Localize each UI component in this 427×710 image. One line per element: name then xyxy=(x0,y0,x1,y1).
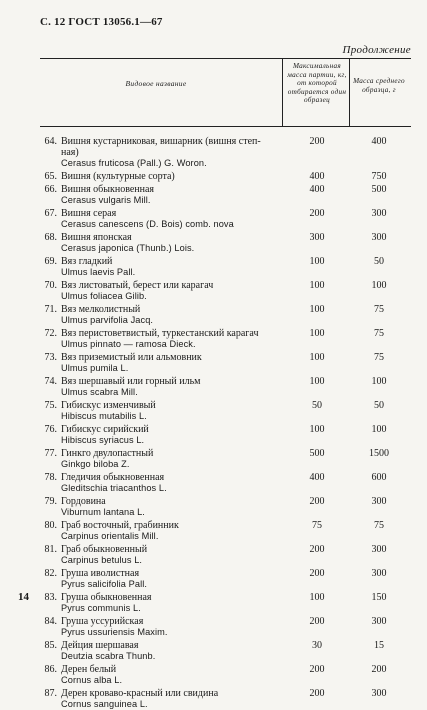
table-top-rule xyxy=(40,58,411,59)
table-row xyxy=(0,352,427,374)
table-row xyxy=(0,280,427,302)
max-lot-mass-value: 200 xyxy=(309,616,325,627)
table-row xyxy=(0,616,427,638)
table-row xyxy=(0,592,427,614)
avg-sample-mass-value: 300 xyxy=(371,232,387,243)
table-row xyxy=(0,688,427,710)
table-row xyxy=(0,496,427,518)
species-name: Дейция шершавая xyxy=(61,640,139,651)
species-name: Вишня японская xyxy=(61,232,132,243)
avg-sample-mass-value: 200 xyxy=(371,664,387,675)
latin-name: Ulmus laevis Pall. xyxy=(61,267,136,277)
max-lot-mass-value: 100 xyxy=(309,256,325,267)
table-row xyxy=(0,208,427,230)
species-name: Граб обыкновенный xyxy=(61,544,148,555)
latin-name: Carpinus orientalis Mill. xyxy=(61,531,159,541)
avg-sample-mass-value: 75 xyxy=(374,304,384,315)
continuation-label: Продолжение xyxy=(342,44,411,56)
column-header-name: Видовое название xyxy=(125,79,187,88)
row-number: 78. xyxy=(44,472,57,483)
max-lot-mass-value: 100 xyxy=(309,280,325,291)
avg-sample-mass-value: 300 xyxy=(371,208,387,219)
latin-name: Viburnum lantana L. xyxy=(61,507,145,517)
table-row xyxy=(0,520,427,542)
max-lot-mass-value: 300 xyxy=(309,232,325,243)
avg-sample-mass-value: 1500 xyxy=(369,448,389,459)
column-divider xyxy=(282,58,283,126)
table-row xyxy=(0,544,427,566)
row-number: 75. xyxy=(44,400,57,411)
max-lot-mass-value: 400 xyxy=(309,184,325,195)
latin-name: Ginkgo biloba Z. xyxy=(61,459,130,469)
column-header-avg-sample-mass: Масса среднего образца, г xyxy=(353,77,405,94)
max-lot-mass-value: 100 xyxy=(309,592,325,603)
row-number: 79. xyxy=(44,496,57,507)
row-number: 68. xyxy=(44,232,57,243)
row-number: 83. xyxy=(44,592,57,603)
max-lot-mass-value: 50 xyxy=(312,400,322,411)
max-lot-mass-value: 200 xyxy=(309,664,325,675)
row-number: 76. xyxy=(44,424,57,435)
table-header-rule xyxy=(40,126,411,127)
avg-sample-mass-value: 500 xyxy=(371,184,387,195)
species-name: ная) xyxy=(61,147,79,158)
row-number: 82. xyxy=(44,568,57,579)
avg-sample-mass-value: 300 xyxy=(371,496,387,507)
max-lot-mass-value: 30 xyxy=(312,640,322,651)
row-number: 86. xyxy=(44,664,57,675)
column-header-max-lot-mass: Максимальная масса партии, кг, от которой отбирается один образец xyxy=(287,62,347,104)
species-name: Вяз перистоветвистый, туркестанский карагач xyxy=(61,328,259,339)
species-name: Вяз шершавый или горный ильм xyxy=(61,376,201,387)
latin-name: Pyrus ussuriensis Maxim. xyxy=(61,627,168,637)
species-name: Вишня (культурные сорта) xyxy=(61,171,175,182)
table-row xyxy=(0,304,427,326)
max-lot-mass-value: 200 xyxy=(309,544,325,555)
species-name: Гледичия обыкновенная xyxy=(61,472,165,483)
max-lot-mass-value: 200 xyxy=(309,496,325,507)
avg-sample-mass-value: 50 xyxy=(374,400,384,411)
latin-name: Ulmus pumila L. xyxy=(61,363,129,373)
table-row xyxy=(0,472,427,494)
table-row xyxy=(0,448,427,470)
row-number: 77. xyxy=(44,448,57,459)
latin-name: Pyrus communis L. xyxy=(61,603,141,613)
max-lot-mass-value: 400 xyxy=(309,171,325,182)
latin-name: Cerasus fruticosa (Pall.) G. Woron. xyxy=(61,158,207,168)
avg-sample-mass-value: 300 xyxy=(371,568,387,579)
row-number: 64. xyxy=(44,136,57,147)
species-name: Дерен кроваво-красный или свидина xyxy=(61,688,219,699)
max-lot-mass-value: 200 xyxy=(309,208,325,219)
row-number: 87. xyxy=(44,688,57,699)
latin-name: Ulmus parvifolia Jacq. xyxy=(61,315,154,325)
latin-name: Hibiscus syriacus L. xyxy=(61,435,145,445)
table-row xyxy=(0,184,427,206)
avg-sample-mass-value: 750 xyxy=(371,171,387,182)
avg-sample-mass-value: 150 xyxy=(371,592,387,603)
avg-sample-mass-value: 300 xyxy=(371,616,387,627)
avg-sample-mass-value: 75 xyxy=(374,328,384,339)
table-row xyxy=(0,376,427,398)
row-number: 71. xyxy=(44,304,57,315)
table-row xyxy=(0,400,427,422)
latin-name: Hibiscus mutabilis L. xyxy=(61,411,147,421)
row-number: 69. xyxy=(44,256,57,267)
species-name: Гордовина xyxy=(61,496,106,507)
species-name: Гибискус сирийский xyxy=(61,424,149,435)
page-number: 14 xyxy=(18,591,29,603)
latin-name: Ulmus scabra Mill. xyxy=(61,387,138,397)
row-number: 72. xyxy=(44,328,57,339)
avg-sample-mass-value: 100 xyxy=(371,424,387,435)
avg-sample-mass-value: 75 xyxy=(374,352,384,363)
max-lot-mass-value: 100 xyxy=(309,352,325,363)
latin-name: Cornus sanguinea L. xyxy=(61,699,148,709)
species-name: Дерен белый xyxy=(61,664,117,675)
row-number: 66. xyxy=(44,184,57,195)
latin-name: Deutzia scabra Thunb. xyxy=(61,651,156,661)
species-name: Вишня серая xyxy=(61,208,117,219)
avg-sample-mass-value: 600 xyxy=(371,472,387,483)
table-row xyxy=(0,256,427,278)
latin-name: Cerasus canescens (D. Bois) comb. nova xyxy=(61,219,234,229)
max-lot-mass-value: 100 xyxy=(309,376,325,387)
latin-name: Cerasus japonica (Thunb.) Lois. xyxy=(61,243,195,253)
species-name: Груша иволистная xyxy=(61,568,140,579)
max-lot-mass-value: 200 xyxy=(309,136,325,147)
species-name: Вяз приземистый или альмовник xyxy=(61,352,202,363)
row-number: 70. xyxy=(44,280,57,291)
avg-sample-mass-value: 300 xyxy=(371,688,387,699)
species-name: Граб восточный, грабинник xyxy=(61,520,179,531)
row-number: 74. xyxy=(44,376,57,387)
max-lot-mass-value: 100 xyxy=(309,328,325,339)
max-lot-mass-value: 500 xyxy=(309,448,325,459)
max-lot-mass-value: 100 xyxy=(309,424,325,435)
table-row xyxy=(0,424,427,446)
species-name: Вяз листоватый, берест или карагач xyxy=(61,280,214,291)
latin-name: Pyrus salicifolia Pall. xyxy=(61,579,148,589)
table-row xyxy=(0,568,427,590)
max-lot-mass-value: 75 xyxy=(312,520,322,531)
max-lot-mass-value: 200 xyxy=(309,568,325,579)
page-header: С. 12 ГОСТ 13056.1—67 xyxy=(40,16,163,28)
species-name: Вяз гладкий xyxy=(61,256,113,267)
avg-sample-mass-value: 15 xyxy=(374,640,384,651)
max-lot-mass-value: 200 xyxy=(309,688,325,699)
avg-sample-mass-value: 75 xyxy=(374,520,384,531)
avg-sample-mass-value: 50 xyxy=(374,256,384,267)
species-name: Груша обыкновенная xyxy=(61,592,152,603)
table-row xyxy=(0,328,427,350)
table-row xyxy=(0,664,427,686)
table-row xyxy=(0,136,427,169)
avg-sample-mass-value: 300 xyxy=(371,544,387,555)
latin-name: Cornus alba L. xyxy=(61,675,123,685)
species-name: Гибискус изменчивый xyxy=(61,400,156,411)
species-name: Вишня кустарниковая, вишарник (вишня степ- xyxy=(61,136,261,147)
latin-name: Ulmus foliacea Gilib. xyxy=(61,291,147,301)
row-number: 81. xyxy=(44,544,57,555)
table-row xyxy=(0,232,427,254)
row-number: 85. xyxy=(44,640,57,651)
species-name: Гинкго двулопастный xyxy=(61,448,154,459)
row-number: 65. xyxy=(44,171,57,182)
row-number: 80. xyxy=(44,520,57,531)
avg-sample-mass-value: 100 xyxy=(371,376,387,387)
species-name: Вишня обыкновенная xyxy=(61,184,155,195)
species-name: Вяз мелколистный xyxy=(61,304,141,315)
table-row xyxy=(0,171,427,182)
table-row xyxy=(0,640,427,662)
row-number: 84. xyxy=(44,616,57,627)
latin-name: Ulmus pinnato — ramosa Dieck. xyxy=(61,339,196,349)
latin-name: Gleditschia triacanthos L. xyxy=(61,483,167,493)
avg-sample-mass-value: 100 xyxy=(371,280,387,291)
avg-sample-mass-value: 400 xyxy=(371,136,387,147)
latin-name: Carpinus betulus L. xyxy=(61,555,143,565)
max-lot-mass-value: 400 xyxy=(309,472,325,483)
max-lot-mass-value: 100 xyxy=(309,304,325,315)
species-name: Груша уссурийская xyxy=(61,616,144,627)
latin-name: Cerasus vulgaris Mill. xyxy=(61,195,151,205)
row-number: 73. xyxy=(44,352,57,363)
row-number: 67. xyxy=(44,208,57,219)
